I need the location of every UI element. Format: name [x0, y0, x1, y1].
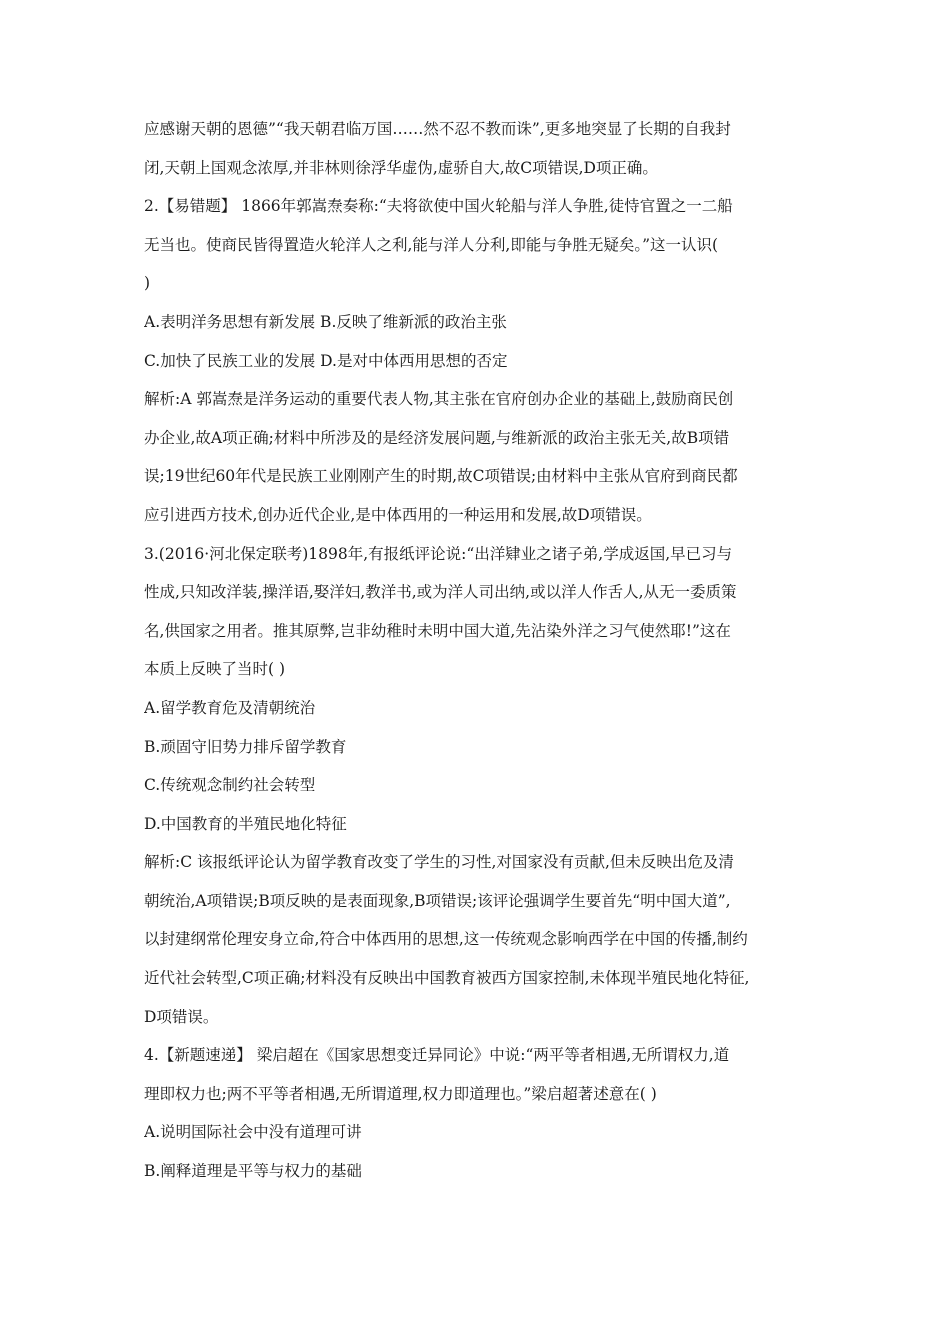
question-3-analysis: D项错误。: [144, 1007, 219, 1026]
question-3-option-a: A.留学教育危及清朝统治: [144, 698, 316, 717]
question-2-stem: 无当也。使商民皆得置造火轮洋人之利,能与洋人分利,即能与争胜无疑矣。”这一认识(: [144, 235, 719, 254]
document-page: [144, 118, 809, 1199]
question-2-analysis: 应引进西方技术,创办近代企业,是中体西用的一种运用和发展,故D项错误。: [144, 505, 652, 524]
question-3-analysis: 以封建纲常伦理安身立命,符合中体西用的思想,这一传统观念影响西学在中国的传播,制约: [144, 930, 748, 949]
question-4-stem: 理即权力也;两不平等者相遇,无所谓道理,权力即道理也。”梁启超著述意在( ): [144, 1084, 657, 1103]
question-4-option-b: B.阐释道理是平等与权力的基础: [144, 1162, 362, 1181]
question-3-stem: 性成,只知改洋装,操洋语,娶洋妇,教洋书,或为洋人司出纳,或以洋人作舌人,从无一委质策: [144, 583, 737, 602]
question-3-analysis: 朝统治,A项错误;B项反映的是表面现象,B项错误;该评论强调学生要首先“明中国大道”,: [144, 891, 731, 910]
question-3-option-c: C.传统观念制约社会转型: [144, 776, 316, 795]
question-3-stem: 名,供国家之用者。推其原弊,岂非幼稚时未明中国大道,先沾染外洋之习气使然耶!”这在: [144, 621, 731, 640]
question-3-analysis: 近代社会转型,C项正确;材料没有反映出中国教育被西方国家控制,未体现半殖民地化特征,: [144, 969, 750, 988]
question-2-analysis: 办企业,故A项正确;材料中所涉及的是经济发展问题,与维新派的政治主张无关,故B项错: [144, 428, 730, 447]
question-2-options: A.表明洋务思想有新发展 B.反映了维新派的政治主张: [144, 312, 507, 331]
question-3-stem: 3.(2016·河北保定联考)1898年,有报纸评论说:“出洋肄业之诸子弟,学成返国,早已习与: [144, 544, 733, 563]
question-4-option-a: A.说明国际社会中没有道理可讲: [144, 1123, 362, 1142]
question-2-stem: 2.【易错题】 1866年郭嵩焘奏称:“夫将欲使中国火轮船与洋人争胜,徒恃官置之一二船: [144, 197, 733, 216]
question-4-stem: 4.【新题速递】 梁启超在《国家思想变迁异同论》中说:“两平等者相遇,无所谓权力,道: [144, 1046, 730, 1065]
question-2-analysis: 误;19世纪60年代是民族工业刚刚产生的时期,故C项错误;由材料中主张从官府到商民都: [144, 467, 738, 486]
question-3-option-b: B.顽固守旧势力排斥留学教育: [144, 737, 347, 756]
question-2-options: C.加快了民族工业的发展 D.是对中体西用思想的否定: [144, 351, 508, 370]
question-3-analysis: 解析:C 该报纸评论认为留学教育改变了学生的习性,对国家没有贡献,但未反映出危及清: [144, 853, 734, 872]
text-line: 闭,天朝上国观念浓厚,并非林则徐浮华虚伪,虚骄自大,故C项错误,D项正确。: [144, 158, 658, 177]
question-3-option-d: D.中国教育的半殖民地化特征: [144, 814, 347, 833]
text-line: 应感谢天朝的恩德”“我天朝君临万国……然不忍不教而诛”,更多地突显了长期的自我封: [144, 120, 731, 138]
question-3-stem: 本质上反映了当时( ): [144, 660, 286, 679]
question-2-analysis: 解析:A 郭嵩焘是洋务运动的重要代表人物,其主张在官府创办企业的基础上,鼓励商民创: [144, 390, 734, 409]
question-2-stem: ): [144, 274, 151, 293]
